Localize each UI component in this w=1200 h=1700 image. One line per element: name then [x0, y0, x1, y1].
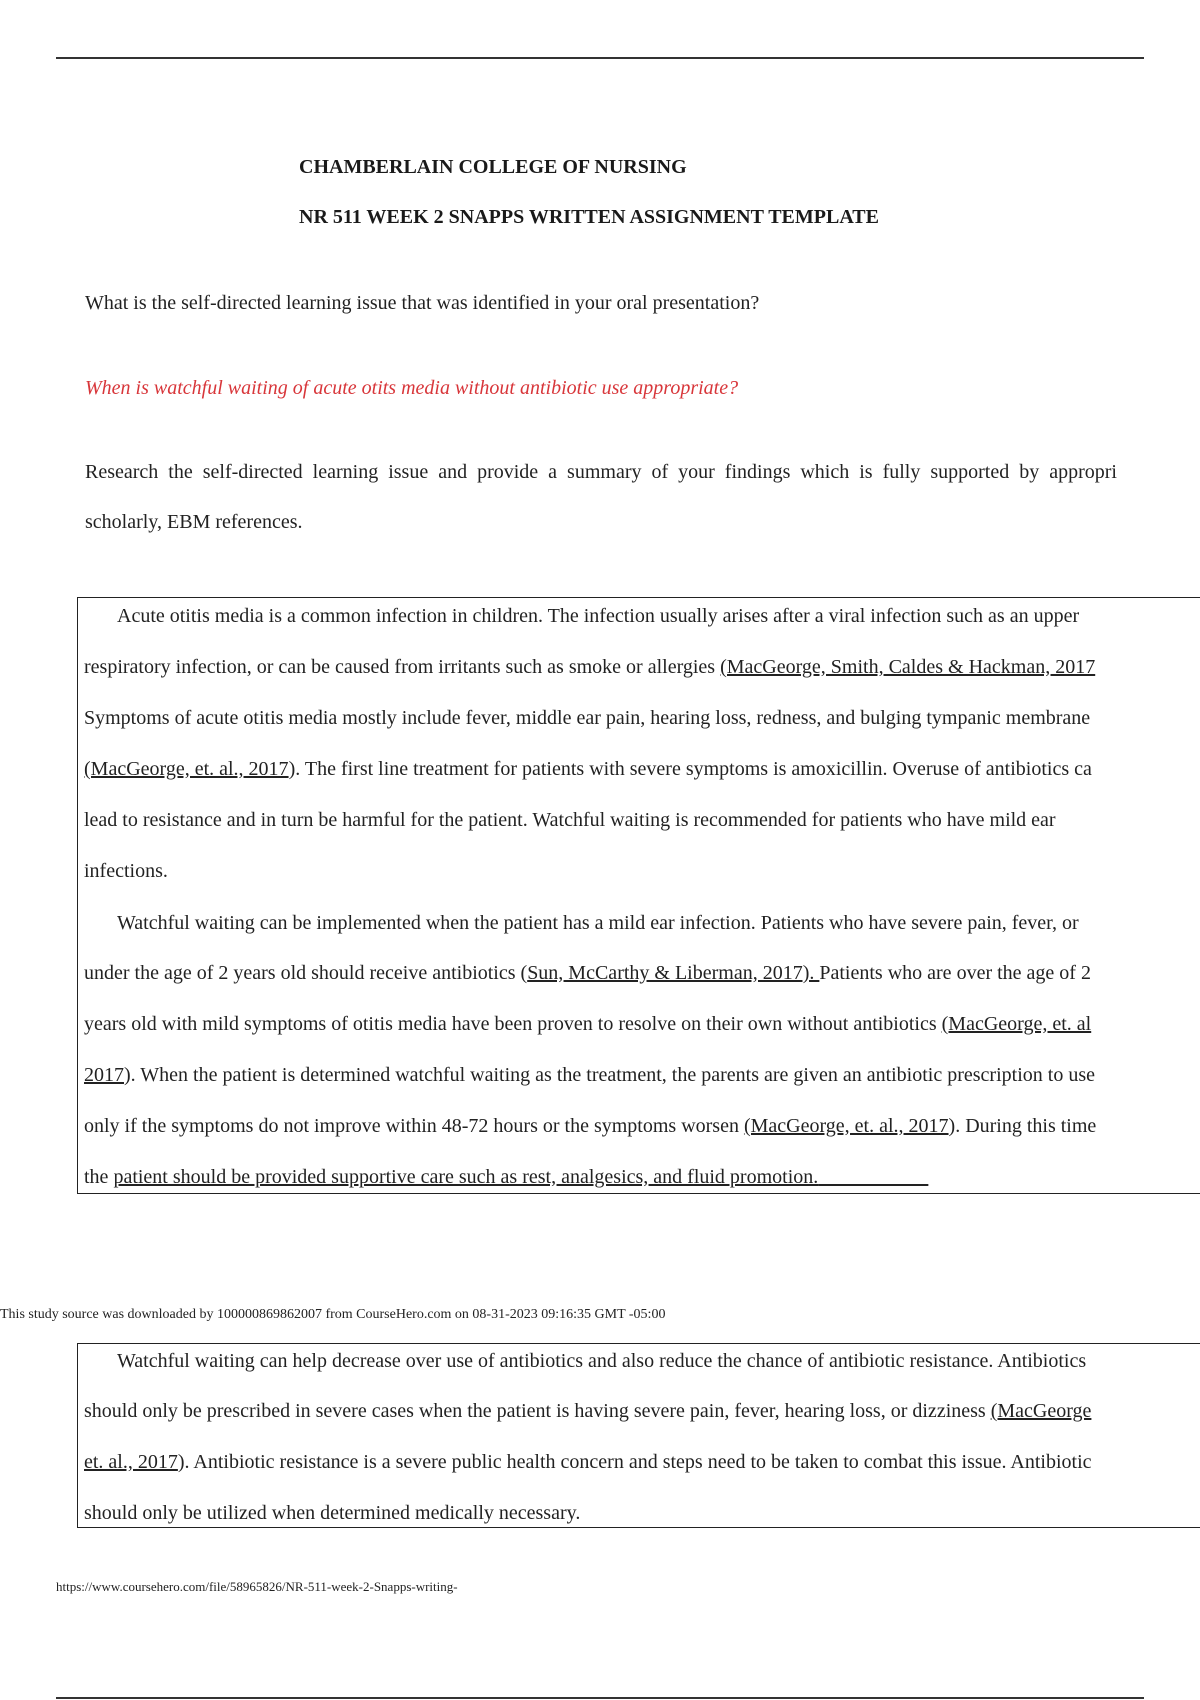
answer-line: Watchful waiting can help decrease over use of antibiotics and also reduce the chance of antibiotic resistance. Antibiotics: [117, 1350, 1087, 1372]
source-url: https://www.coursehero.com/file/58965826/NR-511-week-2-Snapps-writing-: [56, 1579, 458, 1594]
answer-line: the patient should be provided supportive care such as rest, analgesics, and fluid promotion.___________: [84, 1166, 929, 1188]
citation: 2017: [84, 1064, 124, 1086]
underlined-text: patient should be provided supportive care such as rest, analgesics, and fluid promotion.: [113, 1166, 819, 1188]
assignment-title: NR 511 WEEK 2 SNAPPS WRITTEN ASSIGNMENT TEMPLATE: [299, 206, 879, 228]
answer-line: (MacGeorge, et. al., 2017). The first line treatment for patients with severe symptoms is amoxicillin. Overuse of antibiotics ca: [84, 758, 1092, 780]
citation: et. al., 2017: [84, 1451, 178, 1473]
answer-line: respiratory infection, or can be caused from irritants such as smoke or allergies (MacGeorge, Smith, Caldes & Hackman, 2017: [84, 656, 1096, 678]
answer-line: should only be utilized when determined medically necessary.: [84, 1502, 581, 1524]
answer-line: under the age of 2 years old should receive antibiotics (Sun, McCarthy & Liberman, 2017). Patients who are over the age of 2: [84, 962, 1091, 984]
answer-line: years old with mild symptoms of otitis media have been proven to resolve on their own without antibiotics (MacGeorge, et. al: [84, 1013, 1092, 1035]
answer-line: Acute otitis media is a common infection in children. The infection usually arises after a viral infection such as an upper: [117, 605, 1080, 627]
citation: (MacGeorge, Smith, Caldes & Hackman, 2017: [720, 656, 1096, 678]
citation: (MacGeorge, et. al., 2017: [743, 1115, 949, 1137]
blank-line: ___________: [818, 1166, 929, 1188]
college-heading: CHAMBERLAIN COLLEGE OF NURSING: [299, 156, 687, 178]
citation: (MacGeorge, et. al., 2017: [84, 758, 289, 780]
answer-line: infections.: [84, 860, 168, 882]
answer-line: should only be prescribed in severe cases when the patient is having severe pain, fever, hearing loss, or dizziness (MacGeorge: [84, 1400, 1092, 1422]
answer-line: Watchful waiting can be implemented when the patient has a mild ear infection. Patients who have severe pain, fever, or: [117, 912, 1079, 934]
download-notice: This study source was downloaded by 100000869862007 from CourseHero.com on 08-31-2023 09:16:35 GMT -05:00: [0, 1307, 666, 1322]
answer-line: 2017). When the patient is determined watchful waiting as the treatment, the parents are given an antibiotic prescription to use: [84, 1064, 1095, 1086]
answer-line: lead to resistance and in turn be harmful for the patient. Watchful waiting is recommended for patients who have mild ear: [84, 809, 1056, 831]
learning-issue: When is watchful waiting of acute otits media without antibiotic use appropriate?: [85, 377, 739, 399]
bottom-rule: [56, 1697, 1144, 1699]
answer-line: et. al., 2017). Antibiotic resistance is a severe public health concern and steps need to be taken to combat this issue. Antibiotic: [84, 1451, 1092, 1473]
instructions-line: scholarly, EBM references.: [85, 511, 303, 533]
citation: (MacGeorge, et. al: [941, 1013, 1092, 1035]
citation: (MacGeorge: [990, 1400, 1092, 1422]
top-rule: [56, 57, 1144, 59]
answer-line: only if the symptoms do not improve within 48-72 hours or the symptoms worsen (MacGeorge, et. al., 2017). During this time: [84, 1115, 1097, 1137]
question-prompt: What is the self-directed learning issue that was identified in your oral presentation?: [85, 292, 760, 314]
citation: Sun, McCarthy & Liberman, 2017).: [527, 962, 820, 984]
answer-line: Symptoms of acute otitis media mostly include fever, middle ear pain, hearing loss, redness, and bulging tympanic membrane: [84, 707, 1091, 729]
instructions-line: Research the self-directed learning issue and provide a summary of your findings which is fully supported by appropri: [85, 461, 1117, 483]
answer-box: [77, 597, 1200, 1194]
